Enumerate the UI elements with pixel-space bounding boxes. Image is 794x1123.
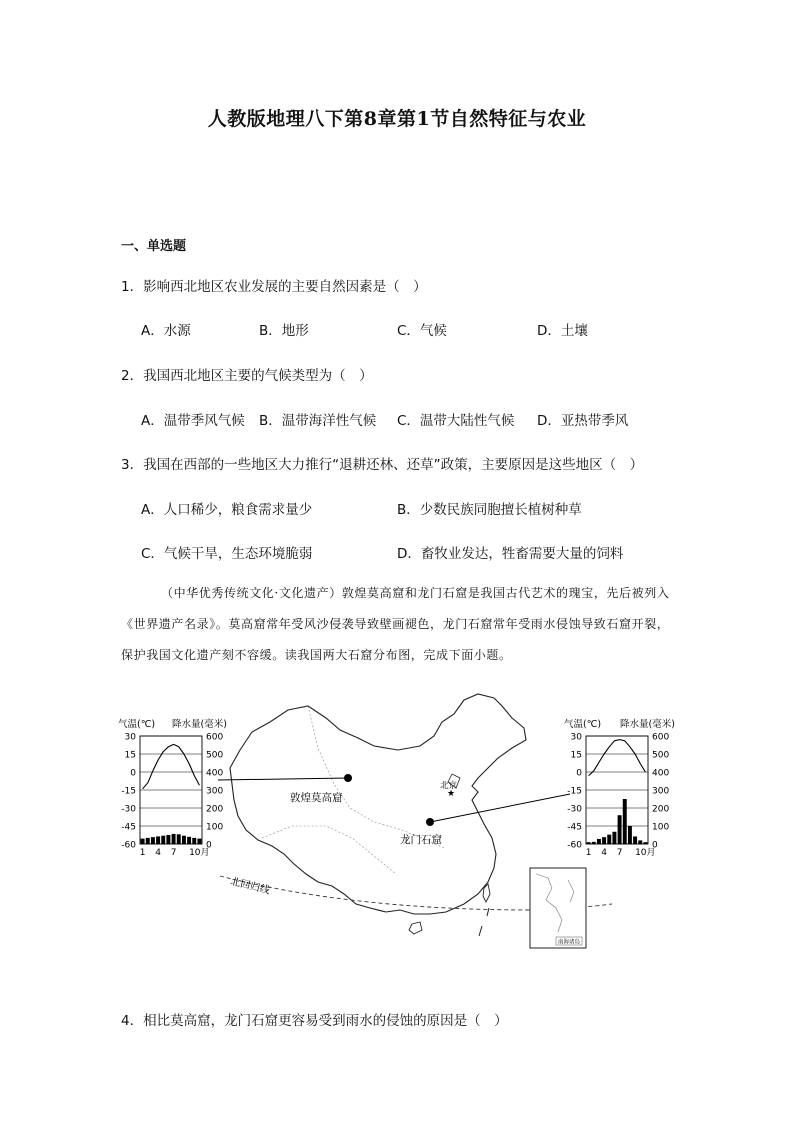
q3-option-c[interactable]: C．气候干旱，生态环境脆弱: [141, 546, 313, 562]
q1-option-b[interactable]: B．地形: [259, 323, 309, 339]
precip-bar: [151, 837, 155, 844]
internal-boundary: [308, 706, 444, 848]
q3-option-b[interactable]: B．少数民族同胞擅长植树种草: [397, 502, 582, 518]
precip-bar: [161, 836, 165, 844]
temperature-curve: [589, 740, 646, 776]
precip-tick-label: 400: [652, 768, 670, 779]
temp-tick-label: -60: [567, 840, 582, 851]
precip-bar: [141, 839, 145, 844]
precip-bar: [197, 839, 201, 844]
month-tick-label: 4: [155, 848, 161, 858]
precip-bar: [628, 826, 632, 844]
month-tick-label: 1: [585, 848, 592, 858]
temp-tick-label: -30: [567, 804, 582, 815]
hainan-island: [409, 922, 422, 934]
q1-option-d[interactable]: D．土壤: [537, 323, 588, 339]
precip-tick-labels: [652, 733, 669, 851]
precip-bar: [156, 836, 160, 844]
precip-bar: [623, 799, 627, 844]
precip-bar: [597, 839, 601, 844]
temp-tick-label: -60: [121, 840, 136, 851]
precip-tick-label: 500: [652, 750, 670, 761]
temp-axis-title: 气温(℃): [564, 719, 602, 730]
precip-bar: [146, 838, 150, 844]
precip-bar: [172, 834, 176, 844]
month-tick-label: 10月: [635, 848, 656, 858]
precip-tick-label: 100: [206, 822, 224, 833]
longmen-label: 龙门石窟: [400, 834, 442, 846]
precip-tick-label: 200: [206, 804, 224, 815]
precip-tick-label: 600: [206, 732, 224, 743]
precip-tick-label: 300: [652, 786, 670, 797]
section-heading: 一、单选题: [121, 239, 187, 254]
mogao-label: 敦煌莫高窟: [290, 792, 343, 804]
precip-bar: [638, 840, 642, 844]
precip-tick-label: 600: [652, 732, 670, 743]
temp-tick-labels: [567, 733, 582, 851]
temp-tick-label: -15: [121, 786, 136, 797]
q2-option-a[interactable]: A．温带季风气候: [141, 413, 245, 429]
temp-axis-title: 气温(℃): [118, 719, 156, 730]
precip-bar: [633, 836, 637, 844]
dunhuang-climate-chart: [118, 718, 227, 858]
q3-option-d[interactable]: D．畜牧业发达，牲畜需要大量的饲料: [397, 546, 624, 562]
precip-bar: [587, 842, 591, 844]
beijing-star-icon: ★: [447, 789, 456, 799]
precip-bar: [602, 837, 606, 844]
temp-tick-label: 15: [124, 750, 136, 761]
month-tick-label: 7: [170, 848, 177, 858]
precip-bar: [592, 842, 596, 844]
south-sea-dash: [479, 926, 482, 936]
mogao-leader-line: [218, 778, 348, 780]
temp-tick-label: 0: [576, 768, 582, 779]
temp-tick-label: 30: [124, 732, 136, 743]
temp-tick-label: -45: [567, 822, 582, 833]
precip-bar: [618, 815, 622, 844]
month-tick-label: 1: [139, 848, 146, 858]
precip-tick-label: 300: [206, 786, 224, 797]
temp-tick-label: 0: [130, 768, 136, 779]
precip-tick-label: 200: [652, 804, 670, 815]
reading-passage: （中华优秀传统文化·文化遗产）敦煌莫高窟和龙门石窟是我国古代艺术的瑰宝，先后被列入《世界遗产名录》。莫高窟常年受风沙侵袭导致壁画褪色，龙门石窟常年受雨水侵蚀导致石窟开裂，保护我国文化遗产刻不容缓。读我国两大石窟分布图，完成下面小题。: [121, 586, 670, 662]
q1-option-a[interactable]: A．水源: [141, 323, 191, 339]
precip-axis-title: 降水量(毫米): [620, 719, 675, 730]
question-2-stem: 2．我国西北地区主要的气候类型为（ ）: [121, 368, 373, 384]
beijing-label: 北京: [440, 781, 458, 791]
precip-bar: [643, 842, 647, 844]
page-title: 人教版地理八下第8章第1节自然特征与农业: [207, 108, 587, 130]
precip-bar: [612, 832, 616, 844]
precip-tick-label: 400: [206, 768, 224, 779]
precip-tick-label: 100: [652, 822, 670, 833]
precip-bar: [182, 836, 186, 844]
temp-tick-label: -45: [121, 822, 136, 833]
precip-bar: [187, 837, 191, 844]
tropic-label: 北回归线: [229, 876, 271, 897]
temp-tick-label: 15: [570, 750, 582, 761]
temp-tick-labels: [121, 733, 136, 851]
longmen-climate-chart: [564, 718, 675, 858]
china-grottoes-map-figure: [112, 688, 692, 958]
precip-tick-label: 0: [206, 840, 212, 851]
q2-option-c[interactable]: C．温带大陆性气候: [397, 413, 515, 429]
temperature-curve: [143, 744, 200, 788]
q1-option-c[interactable]: C．气候: [397, 323, 447, 339]
south-sea-inset: [530, 868, 586, 948]
month-tick-label: 10月: [189, 848, 210, 858]
precip-bar: [607, 835, 611, 844]
question-1-stem: 1．影响西北地区农业发展的主要自然因素是（ ）: [121, 279, 427, 295]
temp-tick-label: -15: [567, 786, 582, 797]
china-map-outline: [230, 694, 526, 914]
month-tick-label: 7: [616, 848, 623, 858]
dunhuang-plot-area: [140, 736, 202, 844]
q3-option-a[interactable]: A．人口稀少，粮食需求量少: [141, 502, 313, 518]
inset-label: 南海诸岛: [558, 939, 581, 946]
q2-option-b[interactable]: B．温带海洋性气候: [259, 413, 377, 429]
longmen-plot-area: [586, 736, 648, 844]
precip-tick-label: 0: [652, 840, 658, 851]
precip-axis-title: 降水量(毫米): [172, 719, 227, 730]
q2-option-d[interactable]: D．亚热带季风: [537, 413, 629, 429]
temp-tick-label: -30: [121, 804, 136, 815]
precip-bar: [192, 838, 196, 844]
question-4-stem: 4．相比莫高窟，龙门石窟更容易受到雨水的侵蚀的原因是（ ）: [121, 1013, 508, 1029]
internal-boundary: [262, 826, 396, 874]
precip-tick-labels: [206, 733, 223, 851]
month-tick-labels: [140, 847, 210, 858]
month-tick-labels: [586, 847, 656, 858]
temp-tick-label: 30: [570, 732, 582, 743]
question-3-stem: 3．我国在西部的一些地区大力推行“退耕还林、还草”政策，主要原因是这些地区（ ）: [121, 457, 644, 473]
precip-tick-label: 500: [206, 750, 224, 761]
precip-bar: [166, 835, 170, 844]
precip-bar: [177, 834, 181, 844]
month-tick-label: 4: [601, 848, 607, 858]
